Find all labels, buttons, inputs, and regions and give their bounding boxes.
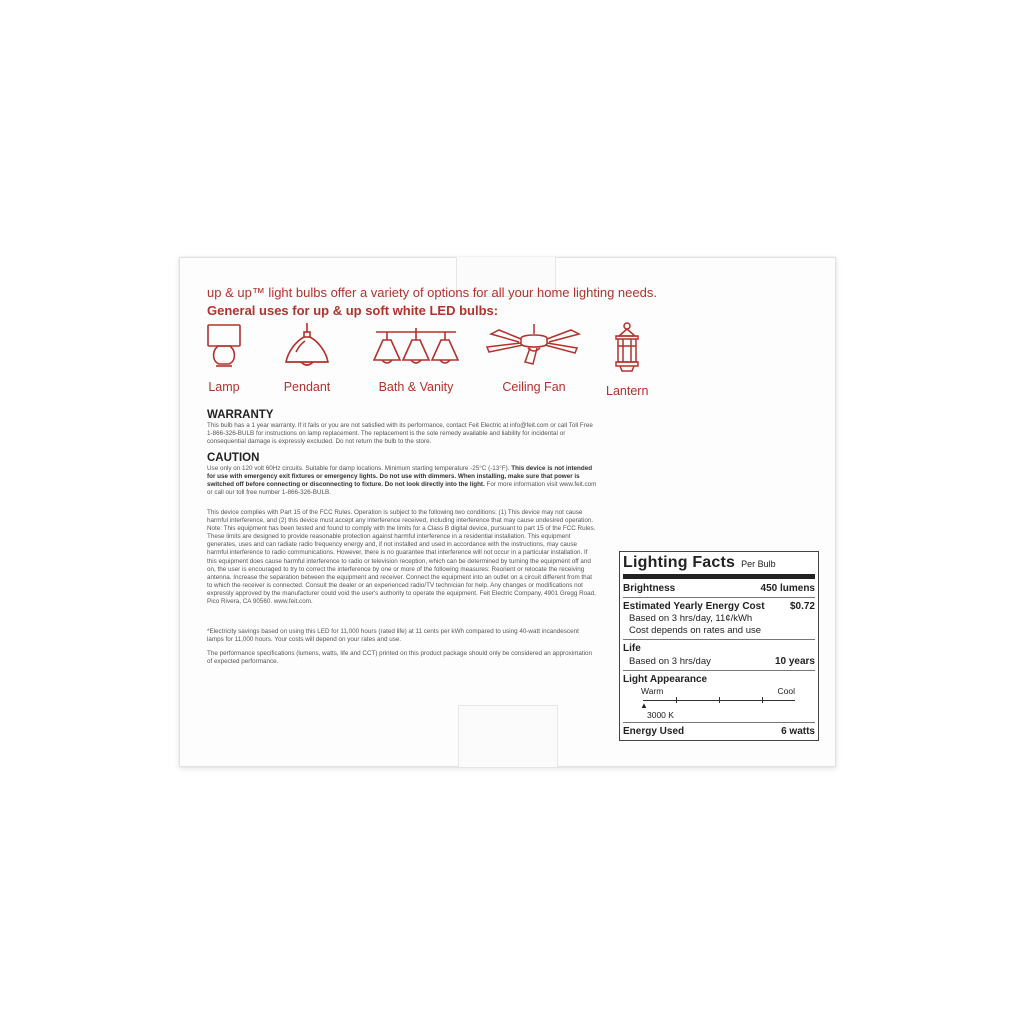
energy-label: Energy Used [623,726,685,737]
lighting-facts-bar [623,574,815,579]
scale-tick [719,697,720,703]
divider [623,597,815,598]
cost-note: Cost depends on rates and use [629,625,762,636]
cost-label: Estimated Yearly Energy Cost [623,601,765,612]
package-back-panel [179,257,836,767]
lamp-icon [204,322,244,370]
life-basis-row [623,655,815,668]
lighting-facts-per: Per Bulb [741,559,776,569]
divider [623,722,815,723]
fcc-text: This device complies with Part 15 of the FCC Rules. Operation is subject to the following two conditions: (1) This device may not cause harmful interference, and (2) this device must accept any interference received, including interference that may cause undesired operation. Note: This equipment has been tested and found to comply with the limits for a Class B digital device, pursuant to part 15 of the FCC Rules. These limits are designed to provide reasonable protection against harmful interference in a residential installation. This equipment generates, uses and can radiate radio frequency energy and, if not installed and used in accordance with the instructions, may cause harmful interference to radio communications. However, there is no guarantee that interference will not occur in a particular installation. If this equipment does cause harmful interference to radio or television reception, which can be determined by turning the equipment off and on, the user is encouraged to try to correct the interference by one or more of the following measures: Reorient or relocate the receiving antenna. Increase the separation between the equipment and receiver. Connect the equipment into an outlet on a circuit different from that to which the receiver is connected. Consult the dealer or an experienced radio/TV technician for help. Any changes or modifications not expressly approved by the manufacturer could void the user's authority to operate the equipment. Feit Electric Company, 4901 Gregg Road, Pico Rivera, CA 90560. www.feit.com. [207,509,596,606]
lighting-facts-title: Lighting Facts [623,554,736,571]
cost-basis: Based on 3 hrs/day, 11¢/kWh [629,613,753,624]
performance-note: The performance specifications (lumens, watts, life and CCT) printed on this product package should only be considered an approximation of expected performance. [207,650,593,666]
life-basis: Based on 3 hrs/day [629,656,711,667]
life-label: Life [623,643,641,654]
life-value: 10 years [774,656,815,667]
brightness-label: Brightness [623,583,676,594]
brightness-row [623,582,815,595]
savings-note: *Electricity savings based on using this LED for 11,000 hours (rated life) at 11 cents per kWh compared to using 40-watt incandescent lamps for 11,000 hours. Your costs will depend on your rates and use. [207,628,579,644]
caution-heading: CAUTION [207,452,260,464]
ceiling-fan-icon [485,322,583,370]
energy-row [623,725,815,738]
caution-text-part: For more information visit www.feit.com or call our toll free number 1-866-326-BULB. [207,481,597,497]
use-vanity [373,322,459,394]
scale-warm-label: Warm [641,686,664,696]
pendant-icon [283,322,331,370]
divider [623,670,815,671]
warranty-text: This bulb has a 1 year warranty. If it fails or you are not satisfied with its performance, contact Feit Electric at info@feit.com or call Toll Free 1-866-326-BULB for instructions on lamp replacement. The replacement is the sole remedy available and liability for incidental or consequential damage is expressly excluded. Do not return the bulb to the store. [207,422,593,446]
use-label: Bath & Vanity [378,380,454,394]
lantern-icon [607,322,647,374]
appearance-scale [623,686,815,720]
scale-tick [676,697,677,703]
vanity-icon [373,322,459,370]
scale-tick [762,697,763,703]
appearance-row [623,673,815,686]
use-pendant [283,322,331,394]
use-label: Ceiling Fan [502,380,566,394]
cost-row [623,600,815,613]
use-ceiling-fan [485,322,583,394]
use-label: Lantern [606,384,649,398]
lighting-facts-label [619,551,819,741]
energy-value: 6 watts [781,726,815,737]
use-label: Lamp [208,380,240,394]
scale-cool-label: Cool [777,686,795,696]
caution-text [207,465,597,497]
scale-marker-icon: ▲ [640,701,648,710]
life-row [623,642,815,655]
uses-title: General uses for up & up soft white LED bulbs: [207,303,499,318]
use-label: Pendant [283,380,331,394]
package-bottom-tab [458,705,558,767]
scale-kelvin: 3000 K [647,710,674,720]
cost-value: $0.72 [789,601,815,612]
intro-text: up & up™ light bulbs offer a variety of options for all your home lighting needs. [207,285,657,300]
warranty-heading: WARRANTY [207,409,274,421]
caution-warning: This device is not intended for use with emergency exit fixtures or emergency lights. Do not use with dimmers. When installing, make sure that power is switched off before connecting or disconnecting to fixture. Do not look directly into the light. [207,465,593,489]
brightness-value: 450 lumens [760,583,815,594]
use-lantern [606,322,648,398]
use-lamp [204,322,244,394]
caution-text-part: Use only on 120 volt 60Hz circuits. Suitable for damp locations. Minimum starting temperature -25°C (-13°F). [207,465,512,472]
lighting-facts-header [623,554,815,572]
divider [623,639,815,640]
appearance-label: Light Appearance [623,674,708,685]
